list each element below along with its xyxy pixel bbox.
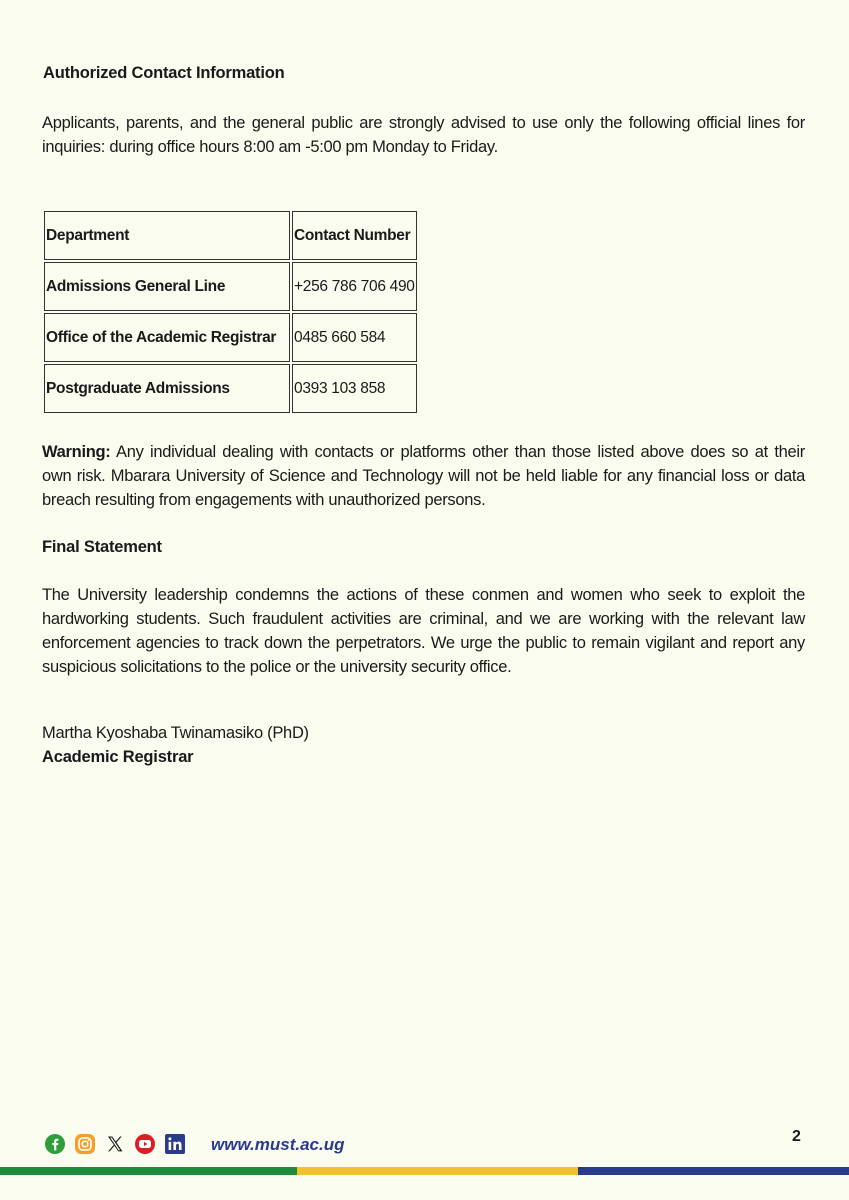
paragraph-line: hardworking students. Such fraudulent activities are criminal, and we are working with the relevant law xyxy=(42,610,805,628)
column-header-department: Department xyxy=(44,211,290,260)
warning-text: Any individual dealing with contacts or platforms other than those listed above does so at their xyxy=(110,443,805,461)
social-icons xyxy=(44,1133,186,1155)
warning-label: Warning: xyxy=(42,443,111,461)
table-row xyxy=(44,313,417,362)
footer-stripe-blue xyxy=(578,1167,849,1175)
table-row xyxy=(44,364,417,413)
paragraph-line: suspicious solicitations to the police or the university security office. xyxy=(42,658,512,676)
website-link[interactable]: www.must.ac.ug xyxy=(211,1135,345,1154)
final-statement-heading: Final Statement xyxy=(42,538,162,556)
paragraph-line: breach resulting from engagements with unauthorized persons. xyxy=(42,491,486,509)
contact-heading: Authorized Contact Information xyxy=(43,64,285,82)
phone-number-cell: +256 786 706 490 xyxy=(292,262,417,311)
department-cell: Admissions General Line xyxy=(44,262,290,311)
signatory-title: Academic Registrar xyxy=(42,748,194,766)
warning-paragraph xyxy=(42,440,805,512)
paragraph-line: enforcement agencies to track down the perpetrators. We urge the public to remain vigilant and report any xyxy=(42,634,805,652)
phone-number-cell: 0393 103 858 xyxy=(292,364,417,413)
paragraph-line xyxy=(42,440,805,464)
table-header-row xyxy=(44,211,417,260)
table-row xyxy=(44,262,417,311)
youtube-icon[interactable] xyxy=(134,1133,156,1155)
signatory-name: Martha Kyoshaba Twinamasiko (PhD) xyxy=(42,724,309,742)
footer-stripe-green xyxy=(0,1167,297,1175)
facebook-icon[interactable] xyxy=(44,1133,66,1155)
footer-stripe-yellow xyxy=(297,1167,578,1175)
paragraph-line: inquiries: during office hours 8:00 am -5:00 pm Monday to Friday. xyxy=(42,138,498,156)
linkedin-icon[interactable] xyxy=(164,1133,186,1155)
contact-intro-paragraph xyxy=(42,111,805,159)
paragraph-line: Applicants, parents, and the general public are strongly advised to use only the following official lines for xyxy=(42,114,805,132)
paragraph-line: own risk. Mbarara University of Science and Technology will not be held liable for any financial loss or data xyxy=(42,467,805,485)
final-statement-paragraph xyxy=(42,583,805,679)
phone-number-cell: 0485 660 584 xyxy=(292,313,417,362)
x-icon[interactable] xyxy=(104,1133,126,1155)
page-number: 2 xyxy=(792,1128,801,1145)
contact-table xyxy=(42,209,419,415)
department-cell: Office of the Academic Registrar xyxy=(44,313,290,362)
column-header-contact-number: Contact Number xyxy=(292,211,417,260)
instagram-icon[interactable] xyxy=(74,1133,96,1155)
department-cell: Postgraduate Admissions xyxy=(44,364,290,413)
paragraph-line: The University leadership condemns the actions of these conmen and women who seek to exploit the xyxy=(42,586,805,604)
